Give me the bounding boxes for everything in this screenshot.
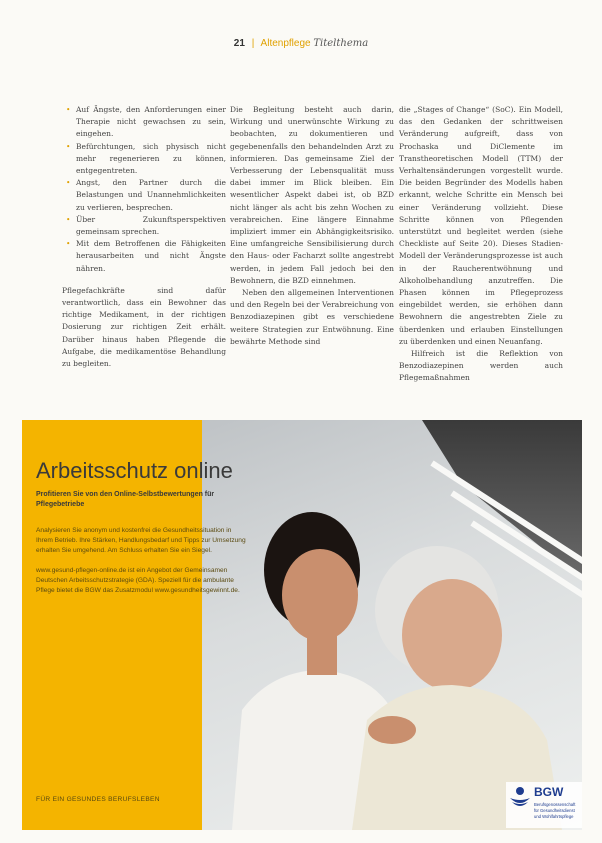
ad-paragraph: www.gesund-pflegen-online.de ist ein Angebot der Gemeinsamen Deutschen Arbeitsschutzstrategie (GDA). Speziell für die ambulante Pflege bietet die BGW das Zusatzmodul www.gesundheitsgewinnt.de.: [36, 567, 240, 594]
ad-body: [36, 526, 250, 606]
bullet-list: [62, 104, 226, 275]
caregiver-and-senior-illustration: [202, 420, 582, 830]
bgw-logo: [506, 782, 582, 828]
ad-footer-slogan: FÜR EIN GESUNDES BERUFSLEBEN: [36, 796, 160, 803]
header-separator: |: [251, 38, 255, 49]
list-item: • Angst, den Partner durch die Belastungen und Unannehmlichkeiten zu verlieren, besprechen.: [70, 177, 226, 214]
ad-title: Arbeitsschutz online: [36, 458, 233, 483]
logo-line: und Wohlfahrtspflege: [534, 814, 574, 819]
list-item: • Befürchtungen, sich physisch nicht mehr regenerieren zu können, entgegentreten.: [70, 141, 226, 178]
subsection-title: Titelthema: [313, 38, 369, 49]
body-paragraph: Pflegefachkräfte sind dafür verantwortlich, dass ein Bewohner das richtige Medikament, in der richtigen Dosierung zur richtigen Zeit erhält. Darüber hinaus haben Pflegende die Aufgabe, die medikamentöse Behandlung zu begleiten.: [62, 285, 226, 369]
ad-photo: [202, 420, 582, 830]
body-paragraph: Hilfreich ist die Reflektion von Benzodiazepinen werden auch Pflegemaßnahmen: [399, 349, 563, 383]
body-paragraph: Neben den allgemeinen Interventionen und den Regeln bei der Verabreichung von Benzodiazepinen gibt es verschiedene weitere Strategien zur Entwöhnung. Eine bewährte Methode sind: [230, 288, 394, 346]
column-2: [230, 104, 394, 348]
column-3: [399, 104, 563, 385]
column-1: [62, 104, 226, 370]
ad-subtitle: Profitieren Sie von den Online-Selbstbewertungen für Pflegebetriebe: [36, 491, 215, 508]
page-header: [0, 38, 602, 49]
logo-line: für Gesundheitsdienst: [534, 808, 575, 813]
logo-name: BGW: [534, 785, 564, 799]
list-item: • Über Zukunftsperspektiven gemeinsam sprechen.: [70, 214, 226, 238]
ad-paragraph: Analysieren Sie anonym und kostenfrei die Gesundheitssituation in Ihrem Betrieb. Ihre Stärken, Handlungsbedarf und Tipps zur Umsetzung erhalten Sie umgehend. Am Schluss erhalten Sie ein Siegel.: [36, 527, 246, 554]
logo-line: Berufsgenossenschaft: [534, 802, 576, 807]
body-paragraph: Die Begleitung besteht auch darin, Wirkung und unerwünschte Wirkung zu beobachten, zu dokumentieren und gegebenenfalls den behandelnden Arzt zu informieren. Das gemeinsame Ziel der Verbesserung der Lebensqualität muss dabei immer im Blick bleiben. Ein wesentlicher Aspekt dabei ist, ob BZD nicht länger als acht bis zehn Wochen zu verabreichen. Eine längere Einnahme impliziert immer ein Abhängigkeitsrisiko. Eine umfangreiche Sensibilisierung durch den Haus- oder Facharzt sollte angestrebt werden, in jedem Fall jedoch bei den Bewohnern, die BZD einnehmen.: [230, 105, 394, 285]
bgw-emblem-icon: [508, 786, 532, 810]
body-paragraph: die „Stages of Change“ (SoC). Ein Modell, das den Gedanken der schrittweisen Veränderung aufgreift, dass von Prochaska und DiClemente im Transtheoretischen Modell (TTM) der Verhaltensänderungen vorgestellt wurde. Die beiden Begründer des Modells haben erkannt, welche Schritte ein Mensch bei einer Veränderung vollzieht. Diese Schritte können von Pflegenden unterstützt und begleitet werden (siehe Checkliste auf Seite 20). Dieses Stadien-Modell der Veränderungsprozesse ist auch in der Raucherentwöhnung und Alkoholbehandlung anzutreffen. Die Phasen können im Pflegeprozess eingebildet werden, sie erhöhen dann Bewohnern die angestrebten Ziele zu überdenken und erlauben Einstellungen zu überdenken und einen Neuanfang.: [399, 105, 563, 346]
section-title: Altenpflege: [260, 38, 311, 49]
page-number: 21: [233, 38, 245, 49]
list-item: • Auf Ängste, den Anforderungen einer Therapie nicht gewachsen zu sein, eingehen.: [70, 104, 226, 141]
list-item: • Mit dem Betroffenen die Fähigkeiten herausarbeiten und nicht Ängste nähren.: [70, 238, 226, 275]
advertisement: [22, 420, 582, 830]
